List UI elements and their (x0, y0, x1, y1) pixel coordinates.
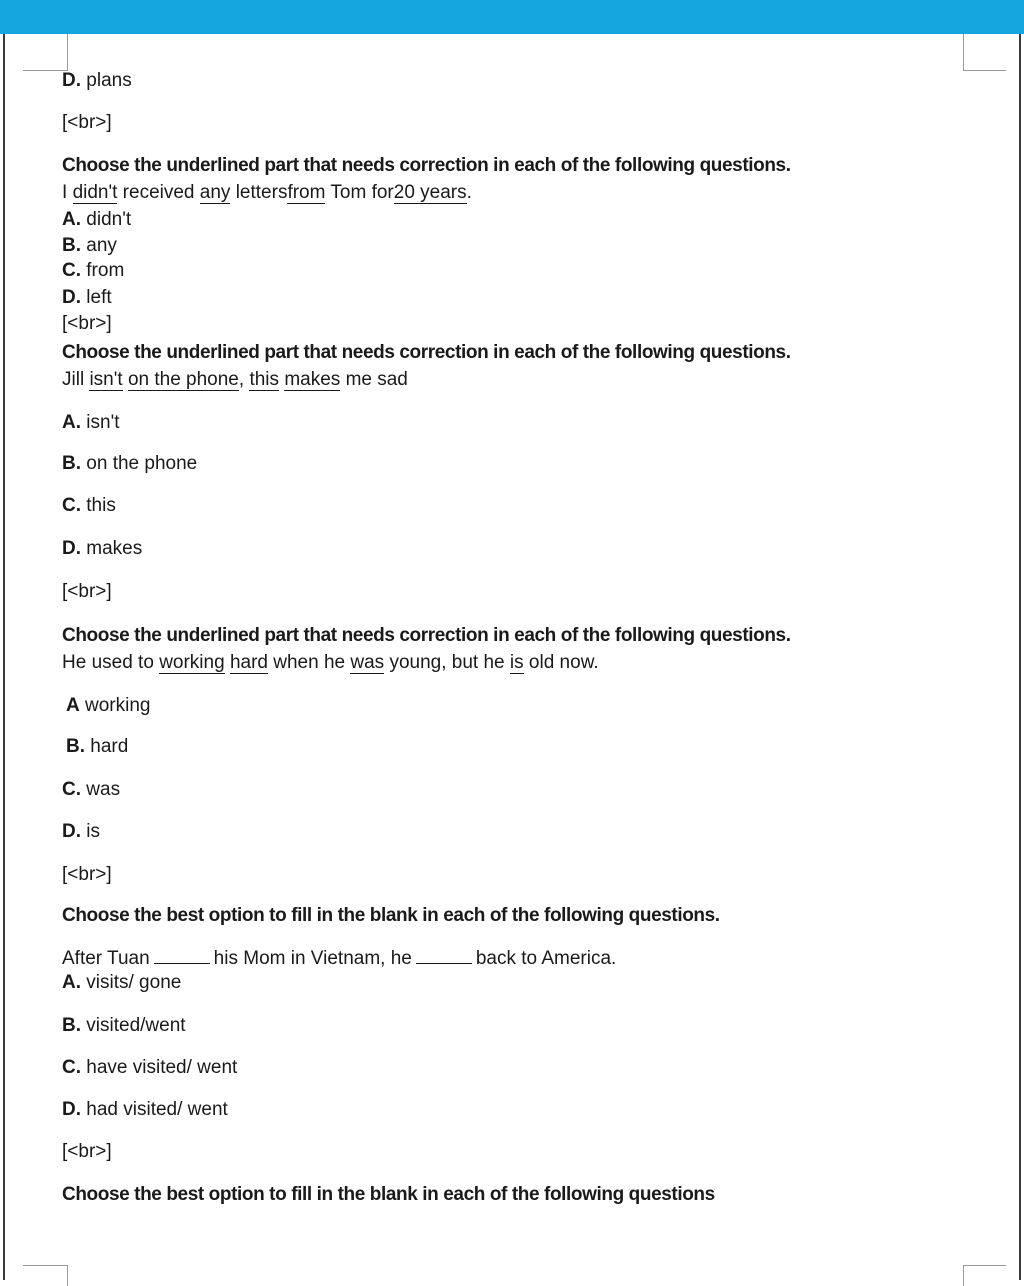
blank-2 (416, 947, 472, 964)
instruction-q2: Choose the underlined part that needs correction in each of the following questions. (62, 342, 791, 363)
underlined-part: hard (229, 652, 268, 673)
option-text: visited/went (86, 1015, 186, 1036)
instruction-q1: Choose the underlined part that needs correction in each of the following questions. (62, 155, 791, 176)
text-part: Tom for (330, 182, 394, 203)
option-text: didn't (86, 209, 132, 230)
crop-mark-top-left (23, 34, 68, 71)
underlined-part: makes (284, 369, 341, 390)
underlined-part: this (249, 369, 280, 390)
q3-option-b[interactable] (66, 735, 128, 759)
q4-option-b[interactable] (62, 1014, 186, 1038)
crop-mark-bottom-left (23, 1265, 68, 1286)
question-2-sentence (62, 368, 408, 392)
underlined-part: is (509, 652, 524, 673)
option-label: A (66, 695, 80, 716)
option-label: C. (62, 260, 81, 281)
blank-1 (154, 947, 210, 964)
option-label: D. (62, 70, 81, 91)
option-label: A. (62, 209, 81, 230)
option-label: A. (62, 412, 81, 433)
break-marker: [<br>] (62, 112, 112, 133)
option-text: from (86, 260, 125, 281)
text-part: I (62, 182, 68, 203)
previous-option-d (62, 69, 132, 93)
text-part: when he (273, 652, 346, 673)
q2-option-d[interactable] (62, 537, 142, 561)
option-text: this (86, 495, 116, 516)
option-label: D. (62, 821, 81, 842)
option-label: C. (62, 779, 81, 800)
q4-option-c[interactable] (62, 1056, 237, 1080)
break-marker: [<br>] (62, 313, 112, 334)
question-3-sentence (62, 651, 599, 675)
option-text: hard (90, 736, 129, 757)
option-text: any (86, 235, 117, 256)
q3-option-c[interactable] (62, 778, 120, 802)
underlined-part: on the phone (127, 369, 239, 390)
break-marker: [<br>] (62, 1141, 112, 1162)
option-label: B. (62, 235, 81, 256)
instruction-q4: Choose the best option to fill in the blank in each of the following questions. (62, 905, 720, 926)
option-text: visits/ gone (86, 972, 182, 993)
q3-option-a[interactable] (66, 694, 151, 718)
option-label: D. (62, 287, 81, 308)
option-text: working (85, 695, 151, 716)
option-label: B. (66, 736, 85, 757)
option-label: B. (62, 453, 81, 474)
question-1-sentence (62, 181, 472, 205)
option-text: left (86, 287, 112, 308)
option-label: C. (62, 1057, 81, 1078)
option-label: B. (62, 1015, 81, 1036)
option-text: was (86, 779, 121, 800)
q2-option-a[interactable] (62, 411, 119, 435)
question-4-sentence (62, 947, 616, 971)
underlined-part: was (350, 652, 385, 673)
top-toolbar (0, 0, 1024, 34)
underlined-part: working (159, 652, 225, 673)
q2-option-c[interactable] (62, 494, 116, 518)
text-part: . (466, 182, 472, 203)
underlined-part: 20 years (393, 182, 467, 203)
instruction-q3: Choose the underlined part that needs correction in each of the following questions. (62, 625, 791, 646)
text-part: old now. (528, 652, 599, 673)
q1-option-b[interactable] (62, 234, 117, 258)
q3-option-d[interactable] (62, 820, 100, 844)
q2-option-b[interactable] (62, 452, 197, 476)
q4-option-d[interactable] (62, 1098, 228, 1122)
text-part: received (122, 182, 195, 203)
text-part: me sad (345, 369, 408, 390)
underlined-part: any (199, 182, 231, 203)
text-part: letters (235, 182, 288, 203)
break-marker: [<br>] (62, 581, 112, 602)
crop-mark-bottom-right (963, 1265, 1006, 1286)
option-label: D. (62, 538, 81, 559)
text-part: , (238, 369, 245, 390)
option-label: D. (62, 1099, 81, 1120)
underlined-part: isn't (89, 369, 123, 390)
option-label: A. (62, 972, 81, 993)
text-part: his Mom in Vietnam, he (213, 948, 412, 969)
instruction-q5: Choose the best option to fill in the blank in each of the following questions (62, 1184, 715, 1205)
underlined-part: from (287, 182, 326, 203)
option-text: isn't (86, 412, 120, 433)
crop-mark-top-right (963, 34, 1006, 71)
option-text: makes (86, 538, 143, 559)
text-part: back to America. (475, 948, 617, 969)
text-part: He used to (62, 652, 154, 673)
option-label: C. (62, 495, 81, 516)
option-text: have visited/ went (86, 1057, 238, 1078)
underlined-part: didn't (72, 182, 118, 203)
q4-option-a[interactable] (62, 971, 181, 995)
option-text: is (86, 821, 101, 842)
q1-option-d[interactable] (62, 286, 112, 310)
break-marker: [<br>] (62, 864, 112, 885)
q1-option-a[interactable] (62, 208, 131, 232)
text-part: young, but he (389, 652, 505, 673)
option-text: on the phone (86, 453, 198, 474)
text-part: Jill (62, 369, 85, 390)
option-text: had visited/ went (86, 1099, 228, 1120)
q1-option-c[interactable] (62, 259, 124, 283)
text-part: After Tuan (62, 948, 150, 969)
option-text: plans (86, 70, 132, 91)
